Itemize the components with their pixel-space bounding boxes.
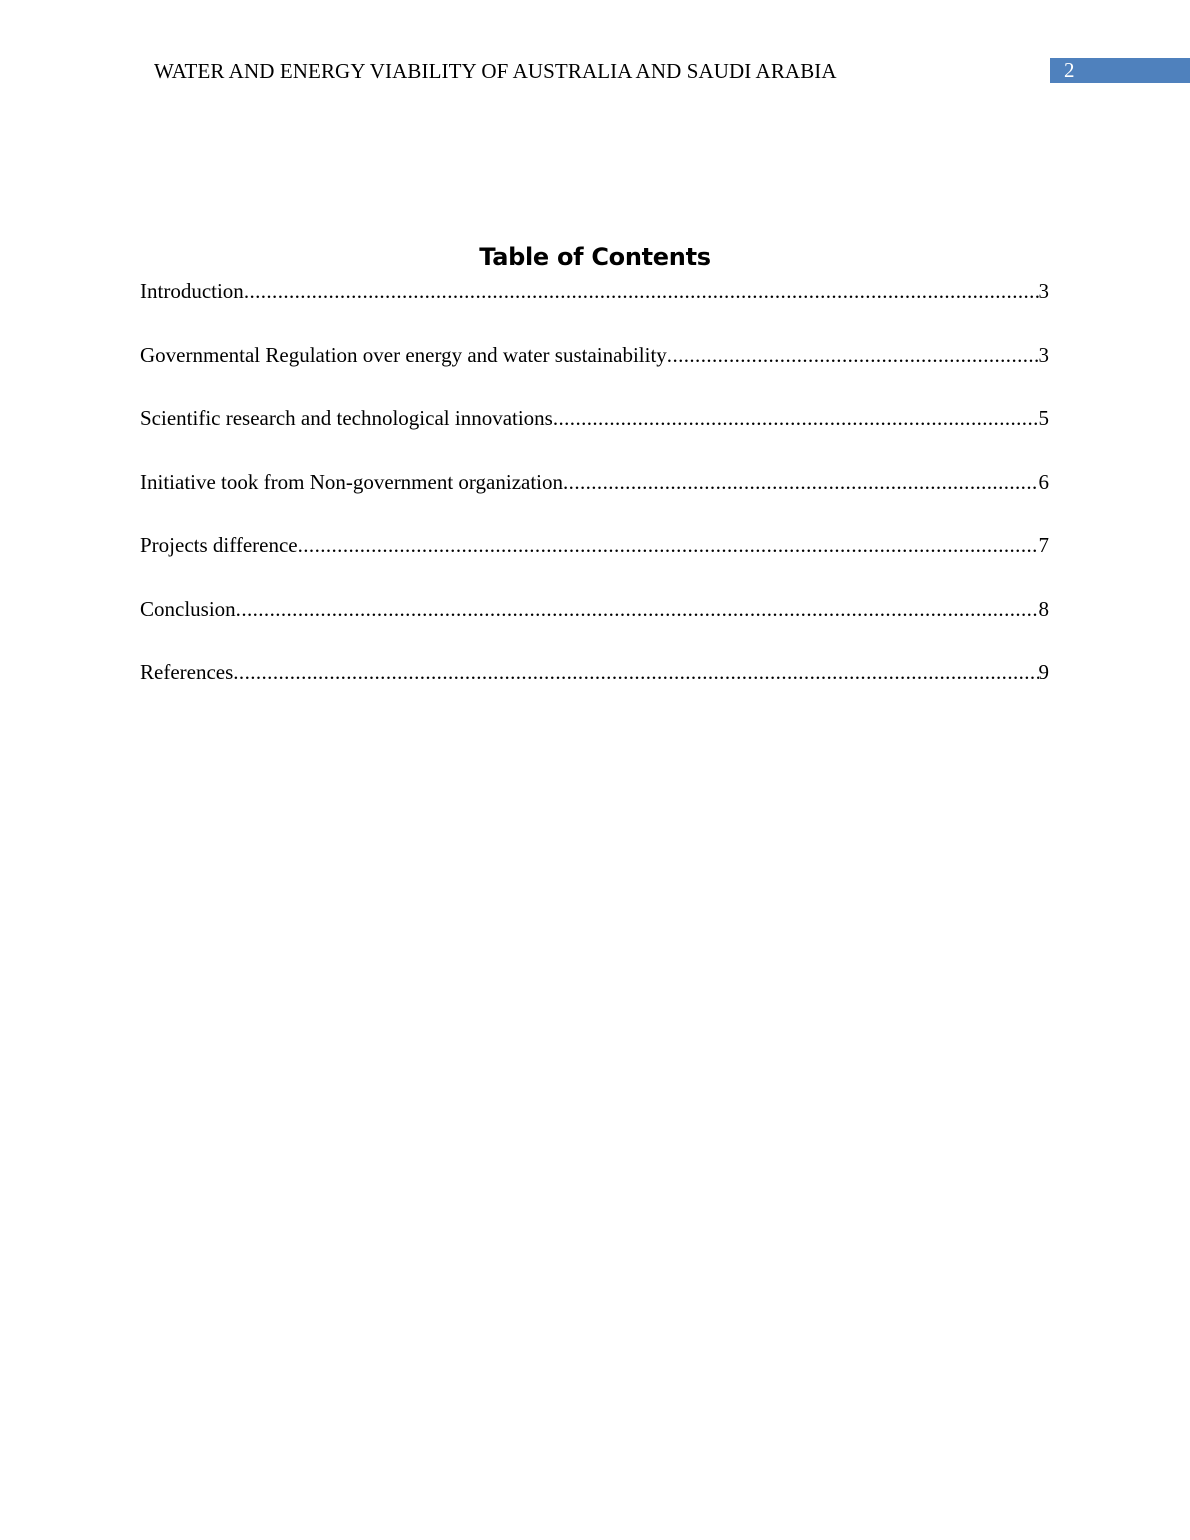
toc-dot-leader [667, 340, 1039, 370]
toc-dot-leader [553, 403, 1039, 433]
toc-entry-ngo-initiative[interactable] [140, 467, 1049, 531]
toc-entry-label: Conclusion [140, 596, 236, 621]
toc-entry-page: 6 [1038, 469, 1049, 494]
running-head: WATER AND ENERGY VIABILITY OF AUSTRALIA AND SAUDI ARABIA [154, 59, 837, 83]
toc-entry-conclusion[interactable] [140, 594, 1049, 658]
page-number: 2 [1064, 58, 1075, 82]
toc-dot-leader [244, 276, 1039, 306]
toc-entry-page: 9 [1038, 660, 1049, 684]
toc-title: Table of Contents [479, 243, 711, 271]
page-number-box [1050, 58, 1190, 83]
toc-entry-label: Governmental Regulation over energy and water sustainability [140, 342, 667, 367]
toc-dot-leader [563, 467, 1038, 497]
toc-list [140, 276, 1049, 721]
toc-entry-references[interactable] [140, 657, 1049, 721]
toc-entry-label: Introduction [140, 279, 244, 303]
toc-entry-scientific-research[interactable] [140, 403, 1049, 467]
toc-entry-label: Initiative took from Non-government organization [140, 469, 564, 494]
toc-entry-page: 7 [1038, 533, 1049, 557]
toc-entry-page: 5 [1038, 406, 1049, 430]
toc-entry-introduction[interactable] [140, 276, 1049, 340]
toc-dot-leader [298, 530, 1039, 560]
toc-entry-page: 3 [1038, 342, 1049, 367]
toc-entry-page: 3 [1038, 279, 1049, 303]
toc-entry-page: 8 [1038, 596, 1049, 621]
toc-dot-leader [233, 657, 1038, 687]
toc-dot-leader [236, 594, 1039, 624]
toc-entry-label: Projects difference [140, 533, 298, 557]
toc-entry-label: References [140, 660, 234, 684]
toc-entry-label: Scientific research and technological innovations [140, 406, 553, 430]
toc-entry-governmental-regulation[interactable] [140, 340, 1049, 404]
toc-entry-projects-difference[interactable] [140, 530, 1049, 594]
